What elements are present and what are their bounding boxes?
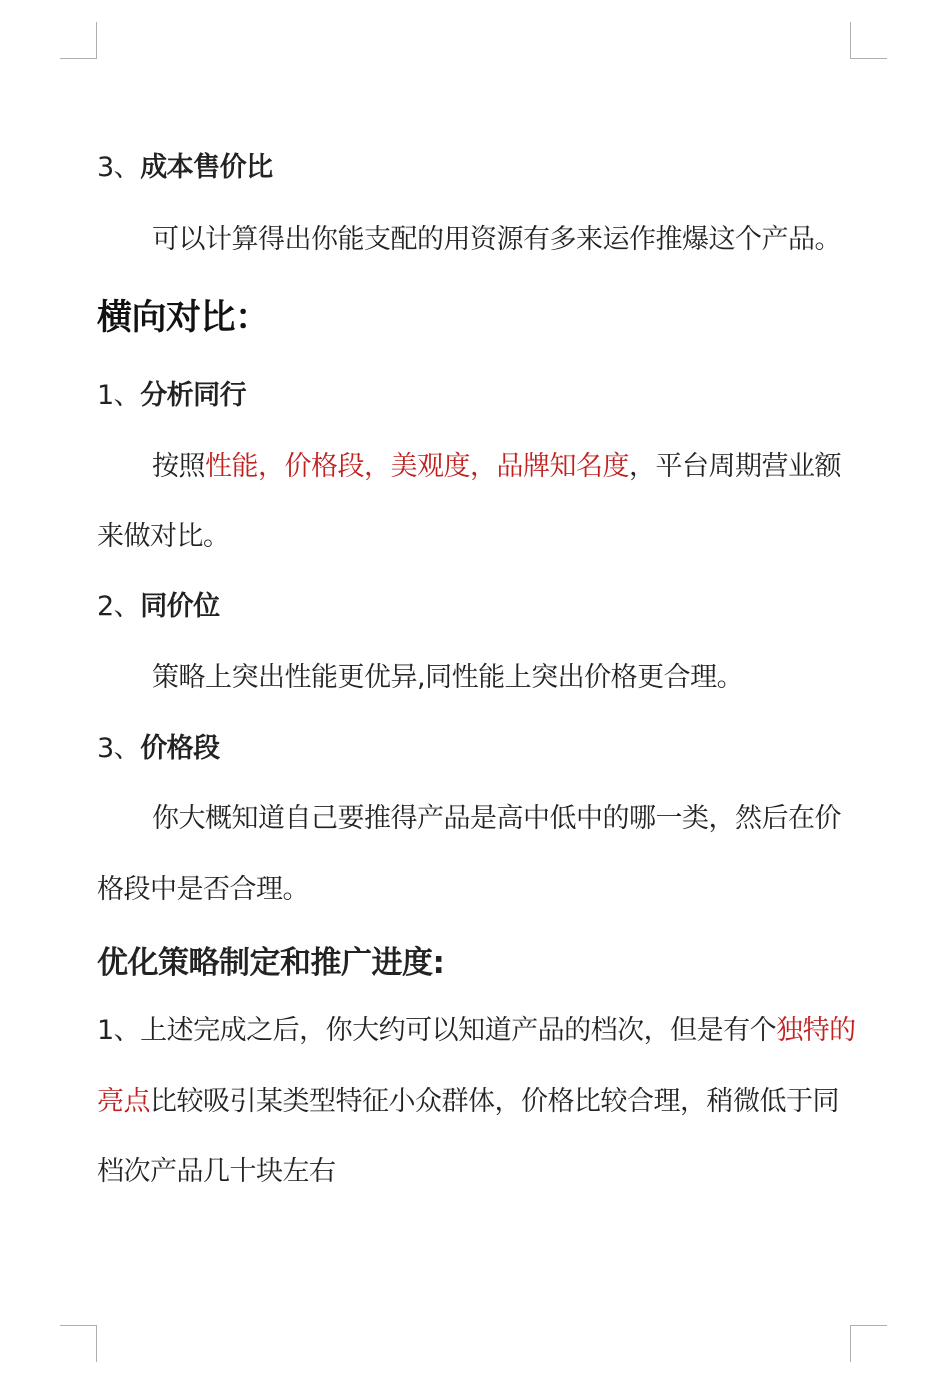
heading-number: 2、 [97,591,141,622]
paragraph-analyze-peers-line2: 来做对比。 [97,521,230,552]
heading-number: 3、 [97,733,141,764]
title-horizontal-comparison: 横向对比： [97,298,270,338]
crop-mark-bottom-right [850,1325,887,1362]
paragraph-price-range-line2: 格段中是否合理。 [97,874,309,905]
heading-text: 成本售价比 [140,152,273,183]
paragraph-same-price: 策略上突出性能更优异,同性能上突出价格更合理。 [152,662,744,693]
title-optimization-strategy: 优化策略制定和推广进度: [97,945,445,981]
crop-mark-top-right [850,22,887,59]
text-span: 比较吸引某类型特征小众群体，价格比较合理，稍微低于同 [150,1086,839,1117]
paragraph-strategy-line2 [97,1082,839,1122]
heading-text: 同价位 [140,591,220,622]
heading-text: 价格段 [140,733,220,764]
heading-cost-price-ratio [97,148,273,188]
paragraph-strategy-line3: 档次产品几十块左右 [97,1156,336,1187]
heading-analyze-peers [97,376,246,416]
paragraph-price-range-line1: 你大概知道自己要推得产品是高中低中的哪一类，然后在价 [152,803,841,834]
paragraph-cost: 可以计算得出你能支配的用资源有多来运作推爆这个产品。 [152,224,841,255]
text-span: ，平台周期营业额 [629,451,841,482]
heading-number: 3、 [97,152,141,183]
highlight-red: 独特的 [776,1015,856,1046]
highlight-red: 性能，价格段，美观度，品牌知名度 [205,451,629,482]
heading-same-price [97,587,220,627]
heading-price-range [97,729,220,769]
text-span: 1、上述完成之后，你大约可以知道产品的档次，但是有个 [97,1015,777,1046]
paragraph-strategy-line1 [97,1011,856,1051]
paragraph-analyze-peers-line1 [152,447,841,487]
heading-number: 1、 [97,380,141,411]
text-span: 按照 [152,451,205,482]
highlight-red: 亮点 [97,1086,150,1117]
crop-mark-bottom-left [60,1325,97,1362]
heading-text: 分析同行 [140,380,247,411]
crop-mark-top-left [60,22,97,59]
